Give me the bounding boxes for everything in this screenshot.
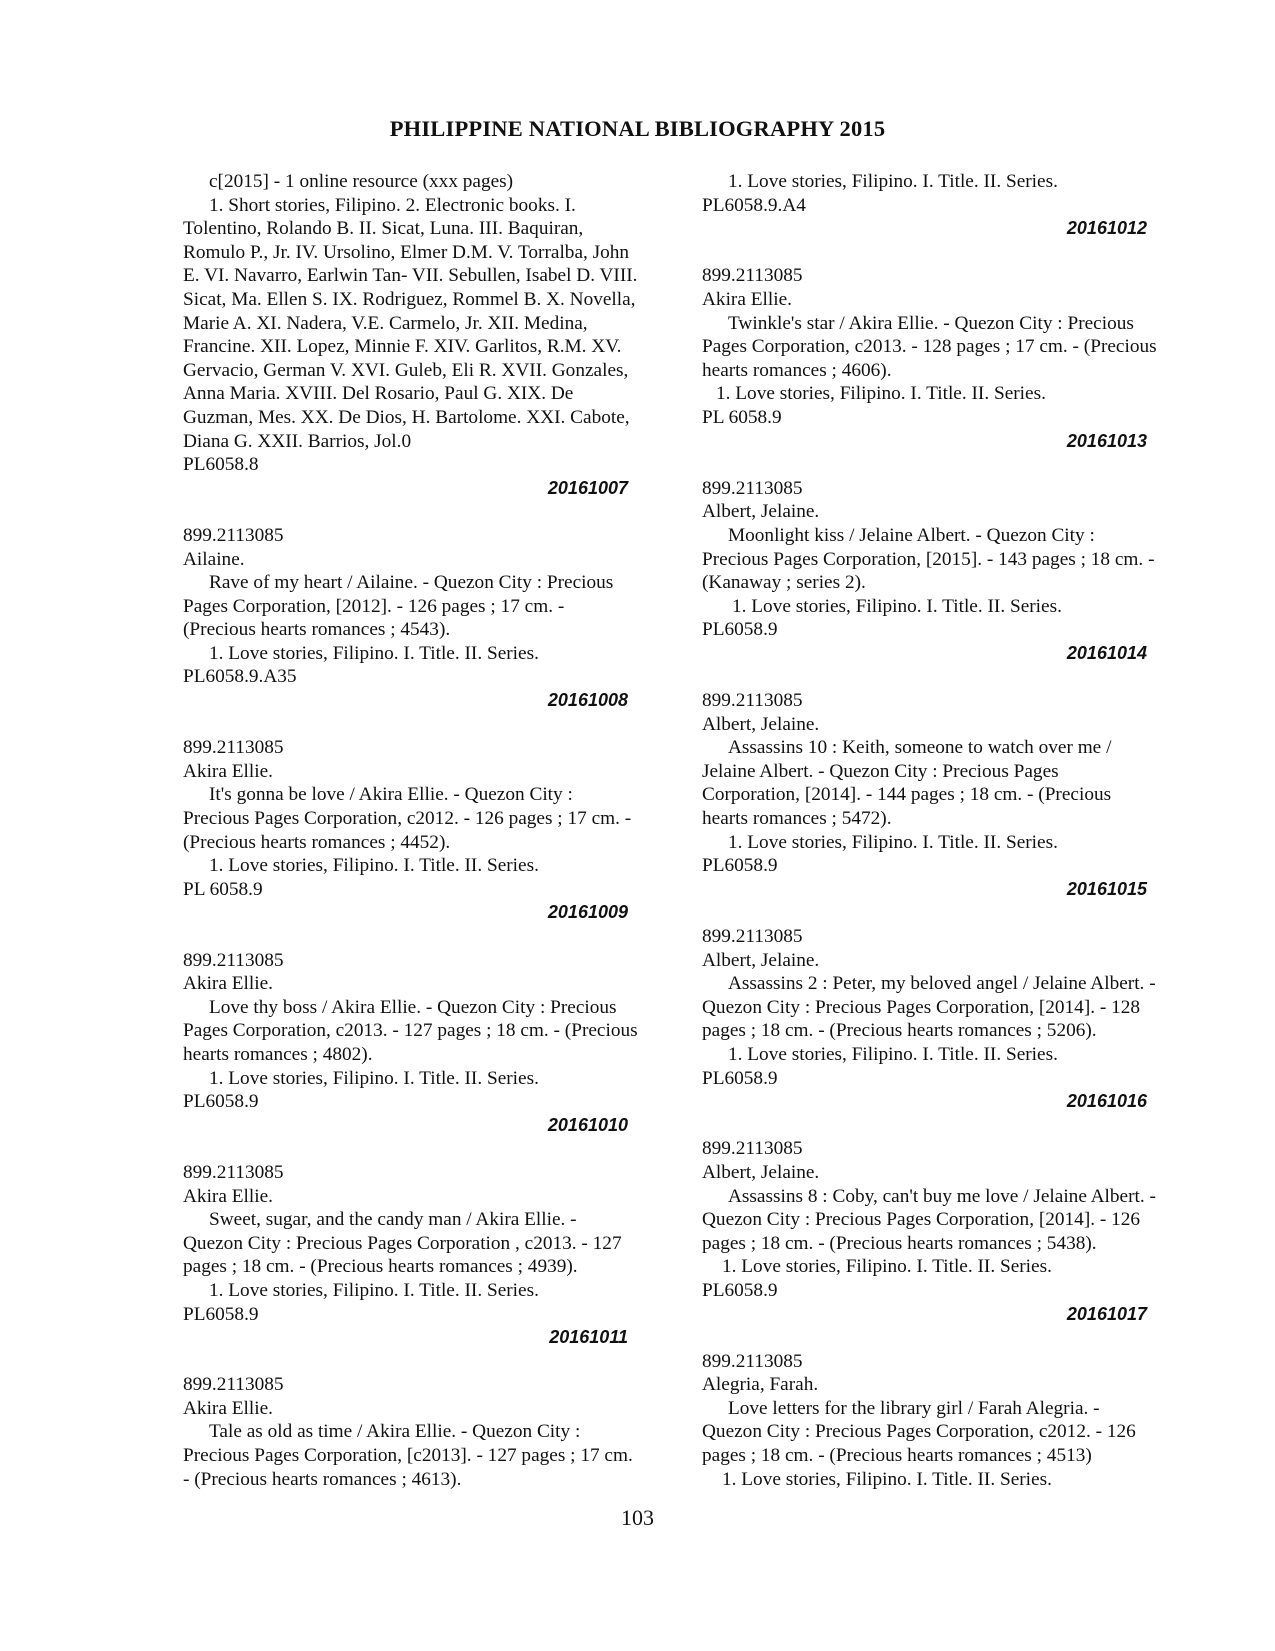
bibliographic-entry — [702, 1350, 1192, 1492]
accession-number: 20161012 — [1066, 218, 1147, 239]
entry-line: It's gonna be love / Akira Ellie. - Quezon City : — [209, 784, 573, 806]
entry-line: (Kanaway ; series 2). — [702, 572, 866, 594]
bibliographic-entry — [183, 1161, 673, 1350]
author-heading: Ailaine. — [183, 548, 245, 570]
subject-tracing: 1. Love stories, Filipino. I. Title. II. Series. — [728, 1043, 1058, 1065]
bibliographic-entry — [702, 925, 1192, 1114]
call-number: PL6058.9 — [702, 1279, 778, 1301]
entry-line: Jelaine Albert. - Quezon City : Precious Pages — [702, 760, 1059, 782]
entry-line: 1. Short stories, Filipino. 2. Electronic books. I. — [209, 194, 576, 216]
entry-line: Quezon City : Precious Pages Corporation, c2012. - 126 — [702, 1421, 1136, 1443]
classification-number: 899.2113085 — [702, 1138, 803, 1160]
entry-line: E. VI. Navarro, Earlwin Tan- VII. Sebullen, Isabel D. VIII. — [183, 265, 638, 287]
entry-line: Marie A. XI. Nadera, V.E. Carmelo, Jr. XII. Medina, — [183, 312, 588, 334]
entry-line: Diana G. XXII. Barrios, Jol.0 — [183, 430, 412, 452]
entry-line: Quezon City : Precious Pages Corporation , c2013. - 127 — [183, 1232, 622, 1254]
call-number: PL 6058.9 — [183, 878, 263, 900]
entry-line: Quezon City : Precious Pages Corporation, [2014]. - 126 — [702, 1209, 1141, 1231]
author-heading: Albert, Jelaine. — [702, 713, 820, 735]
subject-tracing: 1. Love stories, Filipino. I. Title. II. Series. — [209, 855, 539, 877]
continued-entry — [702, 170, 1192, 241]
entry-line: Quezon City : Precious Pages Corporation, [2014]. - 128 — [702, 996, 1141, 1018]
entry-line: Corporation, [2014]. - 144 pages ; 18 cm. - (Precious — [702, 784, 1112, 806]
entry-line: Pages Corporation, c2013. - 127 pages ; 18 cm. - (Precious — [183, 1020, 638, 1042]
entry-line: Pages Corporation, [2012]. - 126 pages ; 17 cm. - — [183, 595, 565, 617]
call-number: PL6058.9 — [702, 855, 778, 877]
entry-line: Moonlight kiss / Jelaine Albert. - Quezon City : — [728, 524, 1095, 546]
continued-entry — [183, 170, 673, 500]
entry-line: pages ; 18 cm. - (Precious hearts romances ; 5438). — [702, 1232, 1097, 1254]
entry-line: Twinkle's star / Akira Ellie. - Quezon City : Precious — [728, 312, 1134, 334]
entry-line: Tolentino, Rolando B. II. Sicat, Luna. III. Baquiran, — [183, 218, 584, 240]
classification-number: 899.2113085 — [702, 265, 803, 287]
author-heading: Akira Ellie. — [183, 760, 273, 782]
author-heading: Alegria, Farah. — [702, 1374, 819, 1396]
entry-line: Love letters for the library girl / Farah Alegria. - — [728, 1397, 1100, 1419]
author-heading: Albert, Jelaine. — [702, 949, 820, 971]
entry-line: Sicat, Ma. Ellen S. IX. Rodriguez, Rommel B. X. Novella, — [183, 288, 636, 310]
accession-number: 20161014 — [1066, 642, 1147, 663]
classification-number: 899.2113085 — [702, 1350, 803, 1372]
entry-line: pages ; 18 cm. - (Precious hearts romances ; 5206). — [702, 1020, 1097, 1042]
entry-line: (Precious hearts romances ; 4543). — [183, 619, 451, 641]
entry-line: pages ; 18 cm. - (Precious hearts romances ; 4513) — [702, 1445, 1092, 1467]
call-number: PL6058.9 — [183, 1303, 259, 1325]
bibliographic-entry — [183, 1373, 673, 1491]
accession-number: 20161010 — [547, 1114, 628, 1135]
page-title: PHILIPPINE NATIONAL BIBLIOGRAPHY 2015 — [389, 116, 886, 141]
accession-number: 20161008 — [547, 690, 628, 711]
entry-line: (Precious hearts romances ; 4452). — [183, 831, 451, 853]
subject-tracing: 1. Love stories, Filipino. I. Title. II. Series. — [722, 1468, 1052, 1490]
subject-tracing: 1. Love stories, Filipino. I. Title. II. Series. — [209, 642, 539, 664]
classification-number: 899.2113085 — [702, 690, 803, 712]
entry-line: Romulo P., Jr. IV. Ursolino, Elmer D.M. V. Torralba, John — [183, 241, 630, 263]
entry-line: Anna Maria. XVIII. Del Rosario, Paul G. XIX. De — [183, 383, 574, 405]
entry-line: hearts romances ; 4606). — [702, 359, 892, 381]
author-heading: Akira Ellie. — [183, 1185, 273, 1207]
classification-number: 899.2113085 — [183, 524, 284, 546]
accession-number: 20161009 — [547, 902, 628, 923]
subject-tracing: 1. Love stories, Filipino. I. Title. II. Series. — [722, 1256, 1052, 1278]
author-heading: Albert, Jelaine. — [702, 501, 820, 523]
entry-line: Rave of my heart / Ailaine. - Quezon City : Precious — [209, 572, 614, 594]
call-number: PL6058.9 — [702, 619, 778, 641]
entry-line: c[2015] - 1 online resource (xxx pages) — [209, 171, 514, 192]
classification-number: 899.2113085 — [702, 477, 803, 499]
entry-line: Love thy boss / Akira Ellie. - Quezon City : Precious — [209, 996, 617, 1018]
accession-number: 20161013 — [1066, 430, 1147, 451]
bibliographic-entry — [702, 477, 1192, 666]
subject-tracing: 1. Love stories, Filipino. I. Title. II. Series. — [716, 383, 1046, 405]
classification-number: 899.2113085 — [183, 737, 284, 759]
bibliographic-entry — [702, 689, 1192, 901]
entry-line: Precious Pages Corporation, c2012. - 126 pages ; 17 cm. - — [183, 808, 632, 830]
classification-number: 899.2113085 — [183, 949, 284, 971]
subject-tracing: 1. Love stories, Filipino. I. Title. II. Series. — [732, 595, 1062, 617]
call-number: PL6058.9 — [183, 1091, 259, 1113]
entry-line: Gervacio, German V. XVI. Guleb, Eli R. XVII. Gonzales, — [183, 359, 629, 381]
entry-line: Sweet, sugar, and the candy man / Akira Ellie. - — [209, 1209, 577, 1231]
entry-line: Pages Corporation, c2013. - 128 pages ; 17 cm. - (Precious — [702, 336, 1157, 358]
call-number: PL6058.9.A35 — [183, 666, 297, 688]
call-number: PL6058.9.A4 — [702, 194, 806, 216]
subject-tracing: 1. Love stories, Filipino. I. Title. II. Series. — [209, 1067, 539, 1089]
bibliographic-entry — [183, 949, 673, 1138]
entry-line: Precious Pages Corporation, [c2013]. - 127 pages ; 17 cm. — [183, 1445, 633, 1467]
right-column — [702, 170, 1192, 1491]
accession-number: 20161011 — [549, 1327, 628, 1348]
author-heading: Albert, Jelaine. — [702, 1161, 820, 1183]
entry-line: Assassins 2 : Peter, my beloved angel / Jelaine Albert. - — [728, 973, 1156, 995]
subject-tracing: 1. Love stories, Filipino. I. Title. II. Series. — [209, 1279, 539, 1301]
bibliographic-entry — [702, 264, 1192, 453]
call-number: PL6058.9 — [702, 1067, 778, 1089]
author-heading: Akira Ellie. — [702, 288, 792, 310]
entry-line: Assassins 8 : Coby, can't buy me love / Jelaine Albert. - — [728, 1185, 1156, 1207]
author-heading: Akira Ellie. — [183, 973, 273, 995]
entry-line: - (Precious hearts romances ; 4613). — [183, 1468, 462, 1490]
classification-number: 899.2113085 — [183, 1161, 284, 1183]
entry-line: pages ; 18 cm. - (Precious hearts romances ; 4939). — [183, 1256, 578, 1278]
entry-line: Francine. XII. Lopez, Minnie F. XIV. Garlitos, R.M. XV. — [183, 336, 622, 358]
call-number: PL 6058.9 — [702, 406, 782, 428]
author-heading: Akira Ellie. — [183, 1397, 273, 1419]
classification-number: 899.2113085 — [183, 1374, 284, 1396]
accession-number: 20161015 — [1066, 878, 1147, 899]
entry-line: hearts romances ; 5472). — [702, 808, 892, 830]
entry-line: Guzman, Mes. XX. De Dios, H. Bartolome. XXI. Cabote, — [183, 406, 630, 428]
entry-line: Precious Pages Corporation, [2015]. - 143 pages ; 18 cm. - — [702, 548, 1155, 570]
accession-number: 20161017 — [1066, 1303, 1147, 1324]
classification-number: 899.2113085 — [702, 926, 803, 947]
entry-line: Tale as old as time / Akira Ellie. - Quezon City : — [209, 1421, 581, 1443]
entry-line: hearts romances ; 4802). — [183, 1043, 373, 1065]
accession-number: 20161016 — [1066, 1091, 1147, 1112]
bibliographic-entry — [702, 1137, 1192, 1326]
entry-line: Assassins 10 : Keith, someone to watch over me / — [728, 737, 1112, 759]
subject-tracing: 1. Love stories, Filipino. I. Title. II. Series. — [728, 831, 1058, 853]
accession-number: 20161007 — [547, 477, 628, 498]
page-number: 103 — [621, 1505, 654, 1530]
bibliographic-entry — [183, 736, 673, 925]
bibliographic-entry — [183, 524, 673, 713]
left-column — [183, 170, 673, 1491]
call-number: PL6058.8 — [183, 454, 259, 476]
subject-tracing: 1. Love stories, Filipino. I. Title. II. Series. — [728, 171, 1058, 192]
